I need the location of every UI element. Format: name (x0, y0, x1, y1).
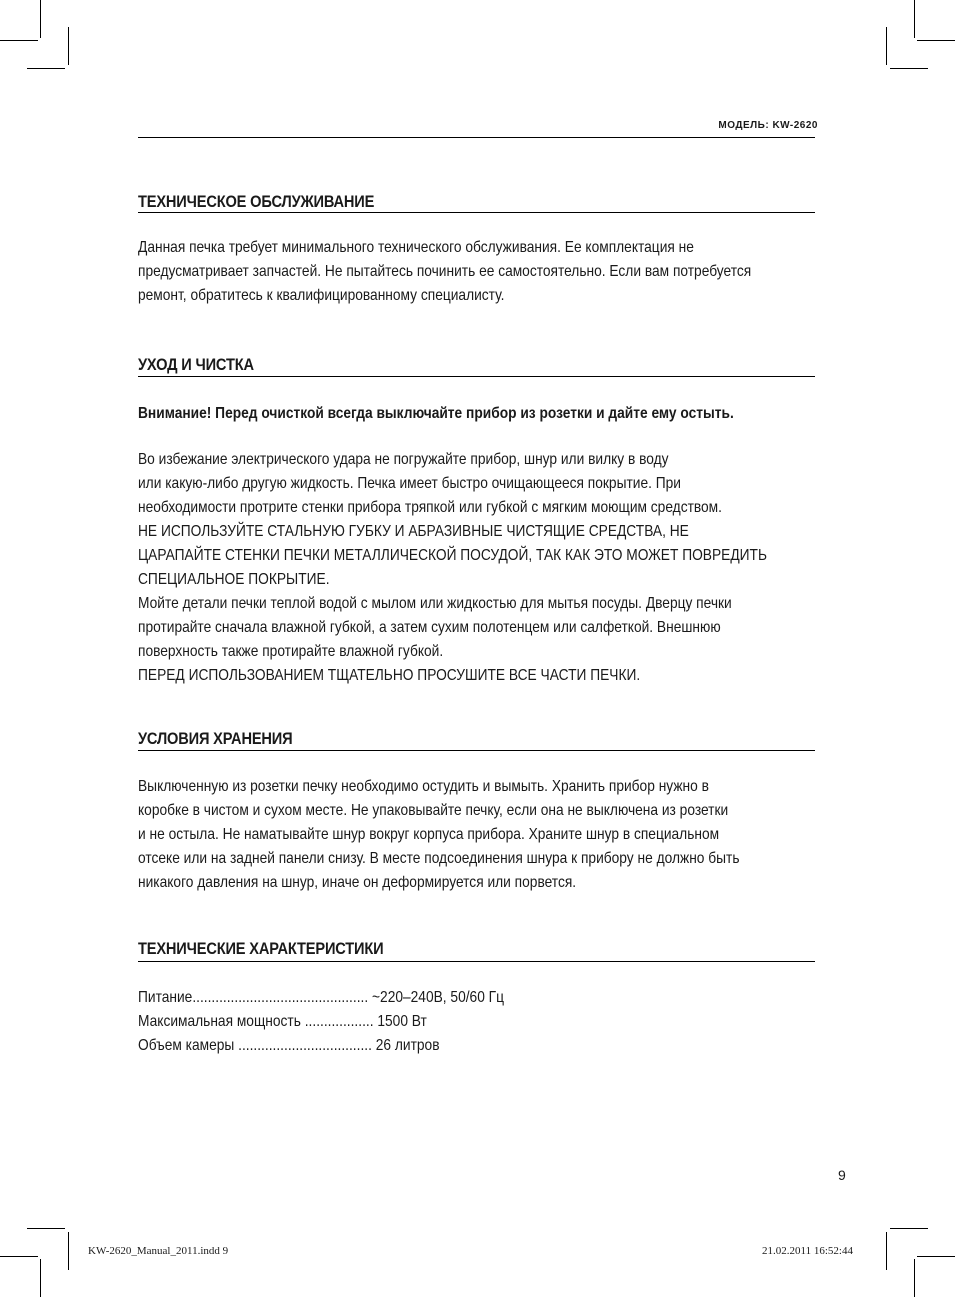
text-line: Выключенную из розетки печку необходимо остудить и вымыть. Хранить прибор нужно в (138, 778, 709, 795)
crop-mark (917, 1256, 955, 1257)
crop-mark (886, 27, 887, 65)
text-line: протирайте сначала влажной губкой, а затем сухим полотенцем или салфеткой. Внешнюю (138, 619, 721, 636)
spec-leader: ................................... (238, 1037, 372, 1054)
maintenance-text (138, 236, 815, 308)
crop-mark (914, 1259, 915, 1297)
specs-title: ТЕХНИЧЕСКИЕ ХАРАКТЕРИСТИКИ (138, 939, 384, 958)
slug-filename: KW-2620_Manual_2011.indd 9 (88, 1245, 229, 1257)
crop-mark (68, 27, 69, 65)
specs-rule (138, 961, 815, 962)
crop-mark (890, 1228, 928, 1229)
text-line: или какую-либо другую жидкость. Печка имеет быстро очищающееся покрытие. При (138, 475, 681, 492)
spec-leader: .............................................. (192, 989, 369, 1006)
crop-mark (68, 1232, 69, 1270)
spec-row-max-power (138, 1010, 427, 1034)
storage-text (138, 775, 815, 895)
spec-label: Максимальная мощность (138, 1013, 301, 1030)
text-line: НЕ ИСПОЛЬЗУЙТЕ СТАЛЬНУЮ ГУБКУ И АБРАЗИВНЫЕ ЧИСТЯЩИЕ СРЕДСТВА, НЕ (138, 523, 689, 540)
text-line: СПЕЦИАЛЬНОЕ ПОКРЫТИЕ. (138, 571, 330, 588)
crop-mark (0, 1256, 38, 1257)
model-label: МОДЕЛЬ: KW-2620 (718, 120, 818, 131)
spec-row-volume (138, 1034, 440, 1058)
crop-mark (40, 0, 41, 38)
text-line: необходимости протрите стенки прибора тряпкой или губкой с мягким моющим средством. (138, 499, 722, 516)
page-number: 9 (838, 1167, 846, 1183)
text-line: ЦАРАПАЙТЕ СТЕНКИ ПЕЧКИ МЕТАЛЛИЧЕСКОЙ ПОСУДОЙ, ТАК КАК ЭТО МОЖЕТ ПОВРЕДИТЬ (138, 547, 767, 564)
crop-mark (917, 40, 955, 41)
crop-mark (0, 40, 38, 41)
crop-mark (27, 1228, 65, 1229)
storage-title: УСЛОВИЯ ХРАНЕНИЯ (138, 729, 293, 748)
spec-label: Питание (138, 989, 193, 1006)
spec-value: ~220–240В, 50/60 Гц (372, 989, 505, 1006)
header-rule (138, 137, 815, 138)
text-line: ПЕРЕД ИСПОЛЬЗОВАНИЕМ ТЩАТЕЛЬНО ПРОСУШИТЕ ВСЕ ЧАСТИ ПЕЧКИ. (138, 667, 641, 684)
spec-value: 26 литров (375, 1037, 440, 1054)
spec-value: 1500 Вт (377, 1013, 427, 1030)
maintenance-title: ТЕХНИЧЕСКОЕ ОБСЛУЖИВАНИЕ (138, 192, 375, 211)
text-line: Данная печка требует минимального технического обслуживания. Ее комплектация не (138, 239, 694, 256)
care-rule (138, 376, 815, 377)
care-title: УХОД И ЧИСТКА (138, 355, 254, 374)
spec-leader: .................. (304, 1013, 374, 1030)
spec-label: Объем камеры (138, 1037, 235, 1054)
text-line: поверхность также протирайте влажной губкой. (138, 643, 444, 660)
slug-timestamp: 21.02.2011 16:52:44 (762, 1245, 853, 1257)
crop-mark (27, 68, 65, 69)
crop-mark (40, 1259, 41, 1297)
text-line: Во избежание электрического удара не погружайте прибор, шнур или вилку в воду (138, 451, 669, 468)
storage-rule (138, 750, 815, 751)
spec-row-power (138, 986, 504, 1010)
crop-mark (886, 1232, 887, 1270)
text-line: никакого давления на шнур, иначе он деформируется или порвется. (138, 874, 577, 891)
crop-mark (914, 0, 915, 38)
text-line: коробке в чистом и сухом месте. Не упаковывайте печку, если она не выключена из розетки (138, 802, 729, 819)
maintenance-rule (138, 212, 815, 213)
text-line: предусматривает запчастей. Не пытайтесь починить ее самостоятельно. Если вам потребуется (138, 263, 752, 280)
text-line: отсеке или на задней панели снизу. В месте подсоединения шнура к прибору не должно быть (138, 850, 740, 867)
text-line: ремонт, обратитесь к квалифицированному специалисту. (138, 287, 505, 304)
care-warning: Внимание! Перед очисткой всегда выключайте прибор из розетки и дайте ему остыть. (138, 405, 734, 422)
text-line: и не остыла. Не наматывайте шнур вокруг корпуса прибора. Храните шнур в специальном (138, 826, 720, 843)
crop-mark (890, 68, 928, 69)
text-line: Мойте детали печки теплой водой с мылом или жидкостью для мытья посуды. Дверцу печки (138, 595, 732, 612)
care-text (138, 448, 815, 688)
